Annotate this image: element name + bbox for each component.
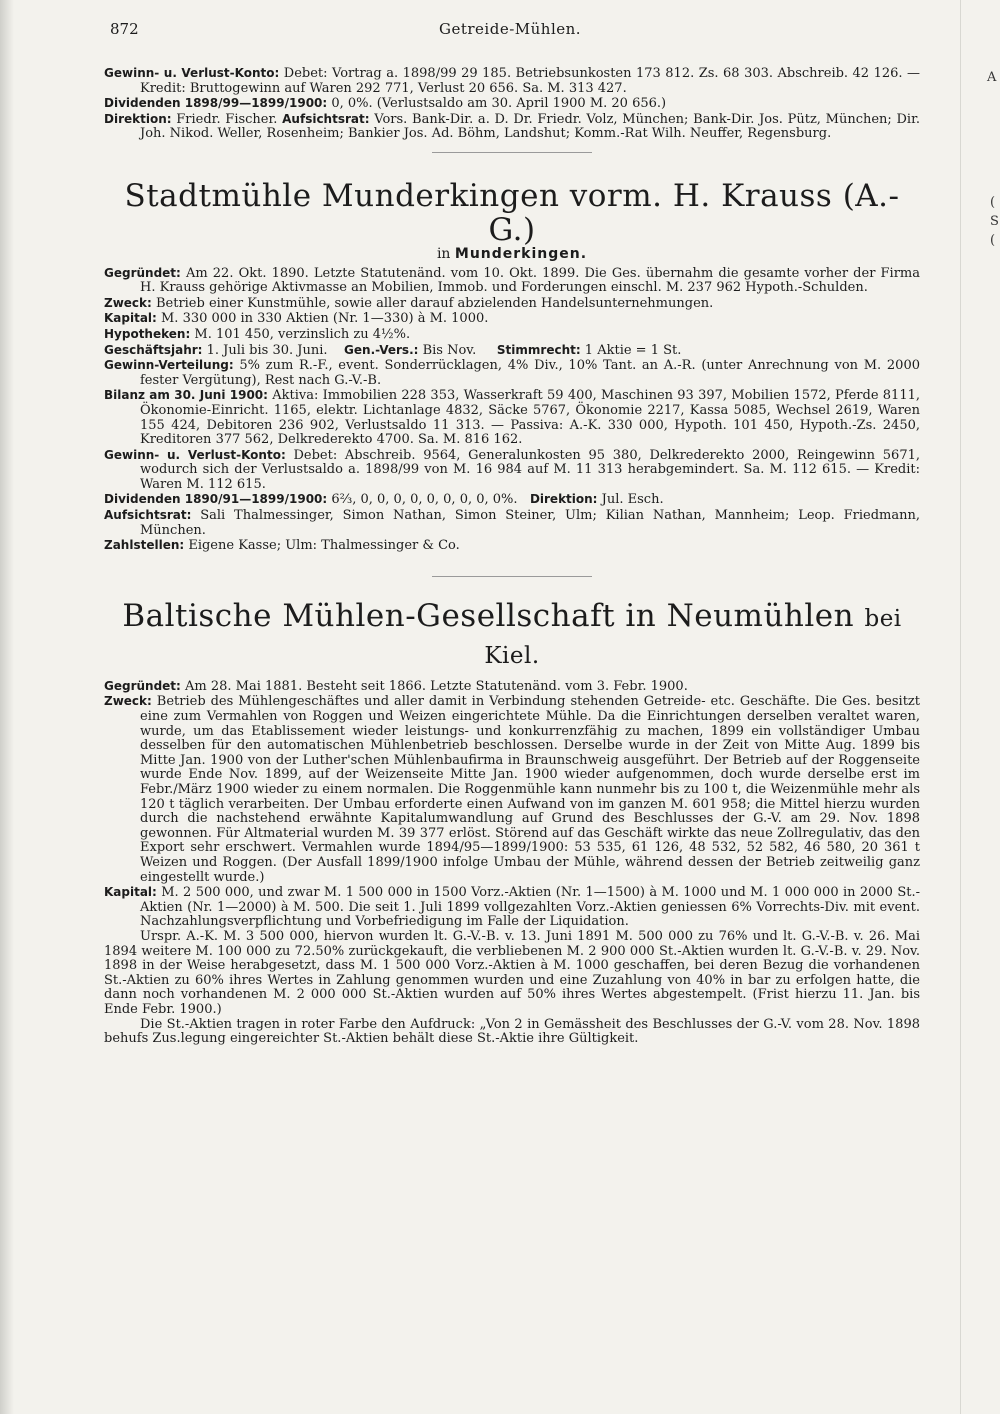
- c1-kapital: [104, 311, 920, 327]
- c1-gv-konto-label: Gewinn- u. Verlust-Konto:: [104, 447, 286, 462]
- prev-div-label: Dividenden 1898/99—1899/1900:: [104, 96, 328, 111]
- margin-letter-a: A: [987, 70, 997, 85]
- c1-geschaeftsjahr-label: Geschäftsjahr:: [104, 342, 203, 357]
- c1-gewinnverteilung: [104, 358, 920, 388]
- company2-title-suffix: bei Kiel.: [484, 605, 902, 669]
- c1-hypotheken-text: M. 101 450, verzinslich zu 4½%.: [194, 326, 411, 342]
- c1-dividenden-label: Dividenden 1890/91—1899/1900:: [104, 492, 328, 507]
- previous-entry-continuation: [104, 66, 920, 142]
- c1-bilanz-text: Aktiva: Immobilien 228 353, Wasserkraft 59 400, Maschinen 93 397, Mobilien 1572, Pferde 8111, Ökonomie-Einricht. 1165, elektr. Lichtanlage 4832, Säcke 5767, Ökonomie 2217, Kassa 5085, Wechsel 2619, Waren 155 424, Debitoren 236 902, Verlustsaldo 11 313. — Passiva: A.-K. 330 000, Hypoth. 101 450, Hypoth.-Zs. 2450, Kreditoren 377 562, Delkrederekto 4700. Sa. M. 816 162.: [140, 388, 920, 448]
- prev-gv-paragraph: [104, 66, 920, 96]
- prev-dir-label: Direktion:: [104, 111, 172, 126]
- margin-paren-2: (: [990, 233, 996, 248]
- page-fold-line: [960, 0, 961, 1414]
- margin-paren-1: (: [990, 195, 996, 210]
- c1-zweck-text: Betrieb einer Kunstmühle, sowie aller darauf abzielenden Handelsunternehmungen.: [155, 295, 714, 311]
- company2-title: [104, 599, 920, 673]
- c1-direktion-text: Jul. Esch.: [601, 492, 664, 508]
- c1-stimmrecht-label: Stimmrecht:: [496, 342, 581, 357]
- prev-ar-label: Aufsichtsrat:: [282, 111, 370, 126]
- margin-letter-s: S: [990, 214, 999, 229]
- c1-gegruendet-label: Gegründet:: [104, 265, 181, 280]
- c1-hypotheken-label: Hypotheken:: [104, 326, 191, 341]
- c1-kapital-text: M. 330 000 in 330 Aktien (Nr. 1—330) à M. 1000.: [161, 311, 489, 327]
- c2-kapital-text: M. 2 500 000, und zwar M. 1 500 000 in 1500 Vorz.-Aktien (Nr. 1—1500) à M. 1000 und M. 1 000 000 in 2000 St.-Aktien (Nr. 1—2000) à M. 500. Die seit 1. Juli 1899 vollgezahlten Vorz.-Aktien geniessen 6% Vorrechts-Div. mit event. Nachzahlungsverpflichtung und Vorbefriedigung im Falle der Liquidation.: [140, 885, 920, 930]
- prev-div-paragraph: [104, 96, 920, 112]
- company2-entries: [104, 679, 920, 1047]
- prev-ar-text: Vors. Bank-Dir. a. D. Dr. Friedr. Volz, München; Bank-Dir. Jos. Pütz, München; Dir. Joh. Nikod. Weller, Rosenheim; Bankier Jos. Ad. Böhm, Landshut; Komm.-Rat Wilh. Neuffer, Regensburg.: [140, 111, 921, 142]
- c1-zahlstellen-text: Eigene Kasse; Ulm: Thalmessinger & Co.: [188, 538, 460, 554]
- c2-kapital: [104, 885, 920, 930]
- c1-aufsichtsrat: [104, 508, 920, 538]
- running-header: [104, 22, 920, 44]
- scan-edge-shadow: [0, 0, 14, 1414]
- c1-aufsichtsrat-label: Aufsichtsrat:: [104, 508, 192, 523]
- c1-gv-konto: [104, 448, 920, 493]
- c1-genvers-label: Gen.-Vers.:: [344, 342, 419, 357]
- c1-zahlstellen-label: Zahlstellen:: [104, 538, 185, 553]
- c2-zweck-label: Zweck:: [104, 694, 152, 709]
- company1-place: Munderkingen.: [454, 245, 588, 262]
- section-divider-2: [432, 576, 592, 577]
- page-number: 872: [110, 20, 139, 38]
- company1-in-label: in: [436, 245, 451, 262]
- c1-direktion-label: Direktion:: [529, 492, 598, 507]
- c1-gewinnverteilung-text: 5% zum R.-F., event. Sonderrücklagen, 4% Div., 10% Tant. an A.-R. (unter Anrechnung von M. 2000 fester Vergütung), Rest nach G.-V.-B.: [140, 358, 920, 388]
- c2-zweck: [104, 694, 920, 885]
- company2-title-main: Baltische Mühlen-Gesellschaft in Neumühlen: [122, 597, 855, 634]
- section-divider-1: [432, 152, 592, 153]
- c2-gegruendet-label: Gegründet:: [104, 678, 181, 693]
- company1-entries: [104, 266, 920, 554]
- c1-kapital-label: Kapital:: [104, 311, 157, 326]
- c1-stimmrecht-text: 1 Aktie = 1 St.: [584, 342, 682, 358]
- c2-kapital-label: Kapital:: [104, 885, 157, 900]
- company1-title: Stadtmühle Munderkingen vorm. H. Krauss (A.-G.): [124, 177, 900, 248]
- prev-gv-label: Gewinn- u. Verlust-Konto:: [104, 66, 280, 80]
- c1-zahlstellen: [104, 538, 920, 554]
- c1-aufsichtsrat-text: Sali Thalmessinger, Simon Nathan, Simon Steiner, Ulm; Kilian Nathan, Mannheim; Leop. Friedmann, München.: [140, 508, 920, 538]
- prev-dir-text: Friedr. Fischer.: [176, 111, 278, 127]
- c1-genvers-text: Bis Nov.: [422, 342, 477, 358]
- c1-bilanz: [104, 388, 920, 447]
- prev-div-text: 0, 0%. (Verlustsaldo am 30. April 1900 M. 20 656.): [331, 96, 667, 112]
- c1-bilanz-label: Bilanz am 30. Juni 1900:: [104, 388, 268, 403]
- c1-dividenden-text: 6⅔, 0, 0, 0, 0, 0, 0, 0, 0, 0%.: [331, 492, 518, 508]
- prev-dir-paragraph: [104, 112, 920, 142]
- c1-gegruendet: [104, 266, 920, 296]
- running-title: Getreide-Mühlen.: [439, 20, 582, 38]
- company1-location: [104, 247, 920, 262]
- c2-gegruendet-text: Am 28. Mai 1881. Besteht seit 1866. Letzte Statutenänd. vom 3. Febr. 1900.: [185, 678, 688, 694]
- c2-gegruendet: [104, 679, 920, 695]
- c1-gv-konto-text: Debet: Abschreib. 9564, Generalunkosten 95 380, Delkrederekto 2000, Reingewinn 5671, wodurch sich der Verlustsaldo a. 1898/99 von M. 16 984 auf M. 11 313 herabgemindert. Sa. M. 112 615. — Kredit: Waren M. 112 615.: [140, 447, 920, 492]
- c1-gewinnverteilung-label: Gewinn-Verteilung:: [104, 358, 234, 373]
- prev-gv-text: Debet: Vortrag a. 1898/99 29 185. Betriebsunkosten 173 812. Zs. 68 303. Abschreib. 42 126. — Kredit: Bruttogewinn auf Waren 292 771, Verlust 20 656. Sa. M. 313 427.: [140, 66, 920, 96]
- c1-zweck: [104, 296, 920, 312]
- c1-hypotheken: [104, 327, 920, 343]
- c2-kapital-history: Urspr. A.-K. M. 3 500 000, hiervon wurden lt. G.-V.-B. v. 13. Juni 1891 M. 500 000 zu 76% und lt. G.-V.-B. v. 26. Mai 1894 weitere M. 100 000 zu 72.50% zurückgekauft, die verbliebenen M. 2 900 000 St.-Aktien wurden lt. G.-V.-B. v. 29. Nov. 1898 in der Weise herabgesetzt, dass M. 1 500 000 Vorz.-Aktien à M. 1000 geschaffen, bei deren Bezug die vorhandenen St.-Aktien zu 60% ihres Wertes in Zahlung genommen wurden und eine Zuzahlung von 40% in bar zu erfolgen hatte, die dann noch vorhandenen M. 2 000 000 St.-Aktien wurden auf 50% ihres Wertes abgestempelt. (Frist hierzu 11. Jan. bis Ende Febr. 1900.): [104, 928, 920, 1017]
- c1-geschaeftsjahr-text: 1. Juli bis 30. Juni.: [206, 342, 328, 358]
- c2-zweck-text: Betrieb des Mühlengeschäftes und aller damit in Verbindung stehenden Getreide- etc. Geschäfte. Die Ges. besitzt eine zum Vermahlen von Roggen und Weizen eingerichtete Mühle. Da die Einrichtungen derselben veraltet waren, wurde, um das Etablissement wieder leistungs- und konkurrenzfähig zu machen, 1899 ein vollständiger Umbau desselben für den automatischen Mühlenbetrieb beschlossen. Derselbe wurde in der Zeit von Mitte Aug. 1899 bis Mitte Jan. 1900 von der Luther'schen Mühlenbaufirma in Braunschweig ausgeführt. Der Betrieb auf der Roggenseite wurde Ende Nov. 1899, auf der Weizenseite Mitte Jan. 1900 wieder aufgenommen, doch wurde derselbe erst im Febr./März 1900 wieder zu einem normalen. Die Roggenmühle kann nunmehr bis zu 100 t, die Weizenmühle mehr als 120 t täglich verarbeiten. Der Umbau erforderte einen Aufwand von im ganzen M. 601 958; die Mittel hierzu wurden durch die nachstehend erwähnte Kapitalumwandlung auf Grund des Beschlusses der G.-V. am 29. Nov. 1898 gewonnen. Für Altmaterial wurden M. 39 377 erlöst. Störend auf das Geschäft wirkte das neue Zollregulativ, das den Export sehr erschwert. Vermahlen wurde 1894/95—1899/1900: 53 535, 61 126, 48 532, 52 582, 46 580, 20 361 t Weizen und Roggen. (Der Ausfall 1899/1900 infolge Umbau der Mühle, während dessen der Betrieb zeitweilig ganz eingestellt wurde.): [140, 694, 920, 885]
- c1-geschaeftsjahr: [104, 343, 920, 359]
- c1-zweck-label: Zweck:: [104, 295, 152, 310]
- c1-gegruendet-text: Am 22. Okt. 1890. Letzte Statutenänd. vom 10. Okt. 1899. Die Ges. übernahm die gesamte vorher der Firma H. Krauss gehörige Aktivmasse an Mobilien, Immob. und Forderungen einschl. M. 237 962 Hypoth.-Schulden.: [140, 265, 920, 296]
- c1-dividenden: [104, 492, 920, 508]
- c2-staktien-note: Die St.-Aktien tragen in roter Farbe den Aufdruck: „Von 2 in Gemässheit des Beschlusses der G.-V. vom 28. Nov. 1898 behufs Zus.legung eingereichter St.-Aktien behält diese St.-Aktie ihre Gültigkeit.: [104, 1016, 920, 1047]
- document-page: [104, 22, 920, 1047]
